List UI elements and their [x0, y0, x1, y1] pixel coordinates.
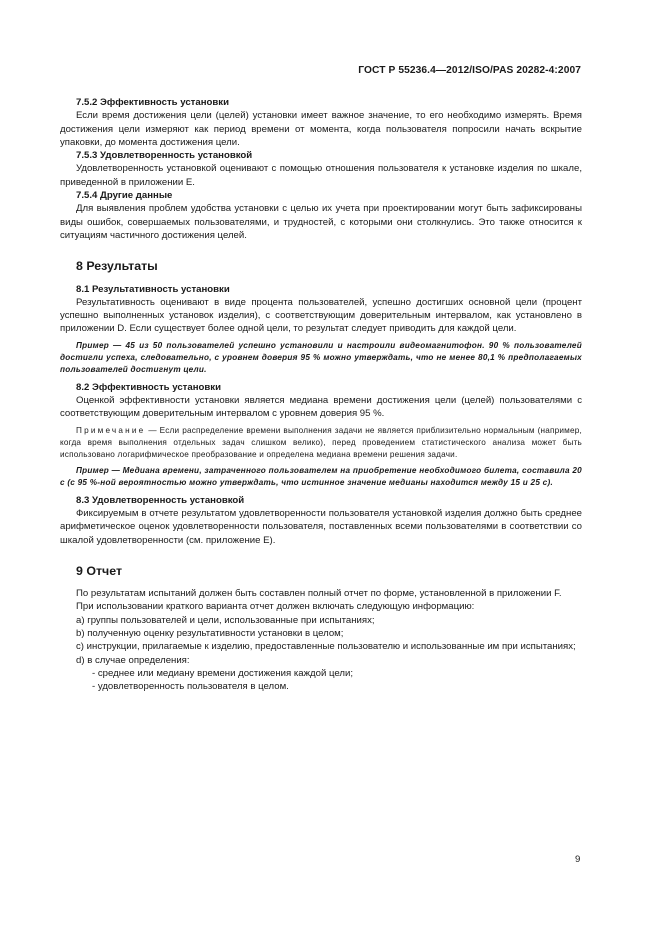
section-9-paragraph-1: По результатам испытаний должен быть составлен полный отчет по форме, установленной в приложении F.: [76, 588, 562, 600]
note-label: Примечание: [76, 425, 146, 435]
section-8-1-title: 8.1 Результативность установки: [76, 283, 230, 295]
page-number: 9: [575, 854, 581, 865]
document-header: ГОСТ Р 55236.4—2012/ISO/PAS 20282-4:2007: [358, 65, 581, 76]
list-item-b: b) полученную оценку результативности установки в целом;: [76, 628, 344, 640]
section-8-3-text: Фиксируемым в отчете результатом удовлетворенности пользователя установкой изделия должно быть среднее арифметическое оценок удовлетворенности пользователя, поставленных всеми пользователями в соответствии со шкалой удовлетворенности (см. приложение E).: [60, 507, 582, 546]
note-text: — Если распределение времени выполнения задачи не является приблизительно нормальным (например, когда время выполнения отдельных задач слишком велико), перед проведением статистического анализа может быть использовано логарифмическое преобразование и определена медиана времени решения задачи.: [60, 425, 582, 459]
sub-item-2: - удовлетворенность пользователя в целом.: [92, 681, 289, 693]
section-7-5-2-text: Если время достижения цели (целей) установки имеет важное значение, то его необходимо измерять. Время достижения цели измеряют как период времени от момента, когда пользователя попросили начать вскрытие упаковки, до момента достижения цели.: [60, 110, 582, 148]
section-7-5-4-text: Для выявления проблем удобства установки с целью их учета при проектировании могут быть зафиксированы виды ошибок, совершаемых пользователями, и трудностей, с которыми они столкнулись. Это также относится к ситуациям частичного достижения целей.: [60, 203, 582, 241]
section-8-3-title: 8.3 Удовлетворенность установкой: [76, 494, 245, 506]
section-8-1-example: Пример — 45 из 50 пользователей успешно установили и настроили видеомагнитофон. 90 % пользователей достигли успеха, следовательно, с уровнем доверия 95 % можно утверждать, что не менее 80,1 % предполагаемых пользователей достигнут цели.: [60, 340, 582, 374]
section-8-2-title: 8.2 Эффективность установки: [76, 381, 221, 393]
section-7-5-3-title: 7.5.3 Удовлетворенность установкой: [76, 150, 253, 162]
list-item-d: d) в случае определения:: [76, 654, 190, 666]
section-9-title: 9 Отчет: [76, 563, 123, 578]
list-item-c: c) инструкции, прилагаемые к изделию, предоставленные пользователю и использованные им при испытаниях;: [76, 641, 576, 653]
section-9-paragraph-2: При использовании краткого варианта отчет должен включать следующую информацию:: [76, 601, 475, 613]
section-8-2-note: [60, 425, 582, 461]
section-7-5-2-title: 7.5.2 Эффективность установки: [76, 97, 229, 108]
section-8-1-text: Результативность оценивают в виде процента пользователей, успешно достигших основной цели (процент успешно выполненных установок изделия), с соответствующим доверительным интервалом, как установлено в приложении D. Если существует более одной цели, то результат следует приводить для каждой цели.: [60, 296, 582, 335]
section-8-2-text: Оценкой эффективности установки является медиана времени достижения цели (целей) пользователями с соответствующим доверительным интервалом с уровнем доверия 95 %.: [60, 395, 582, 420]
list-item-a: a) группы пользователей и цели, использованные при испытаниях;: [76, 614, 375, 626]
section-7-5-3-text: Удовлетворенность установкой оценивают с помощью отношения пользователя к установке изделия по шкале, приведенной в приложении E.: [60, 163, 582, 188]
page-content: [60, 96, 582, 694]
sub-item-1: - среднее или медиану времени достижения каждой цели;: [92, 667, 354, 679]
section-8-2-example: Пример — Медиана времени, затраченного пользователем на приобретение необходимого билета, составила 20 с (с 95 %-ной вероятностью можно утверждать, что истинное значение медианы находится между 15 и 25 с).: [60, 465, 582, 487]
section-7-5-4-title: 7.5.4 Другие данные: [76, 190, 173, 202]
section-8-title: 8 Результаты: [76, 259, 158, 274]
